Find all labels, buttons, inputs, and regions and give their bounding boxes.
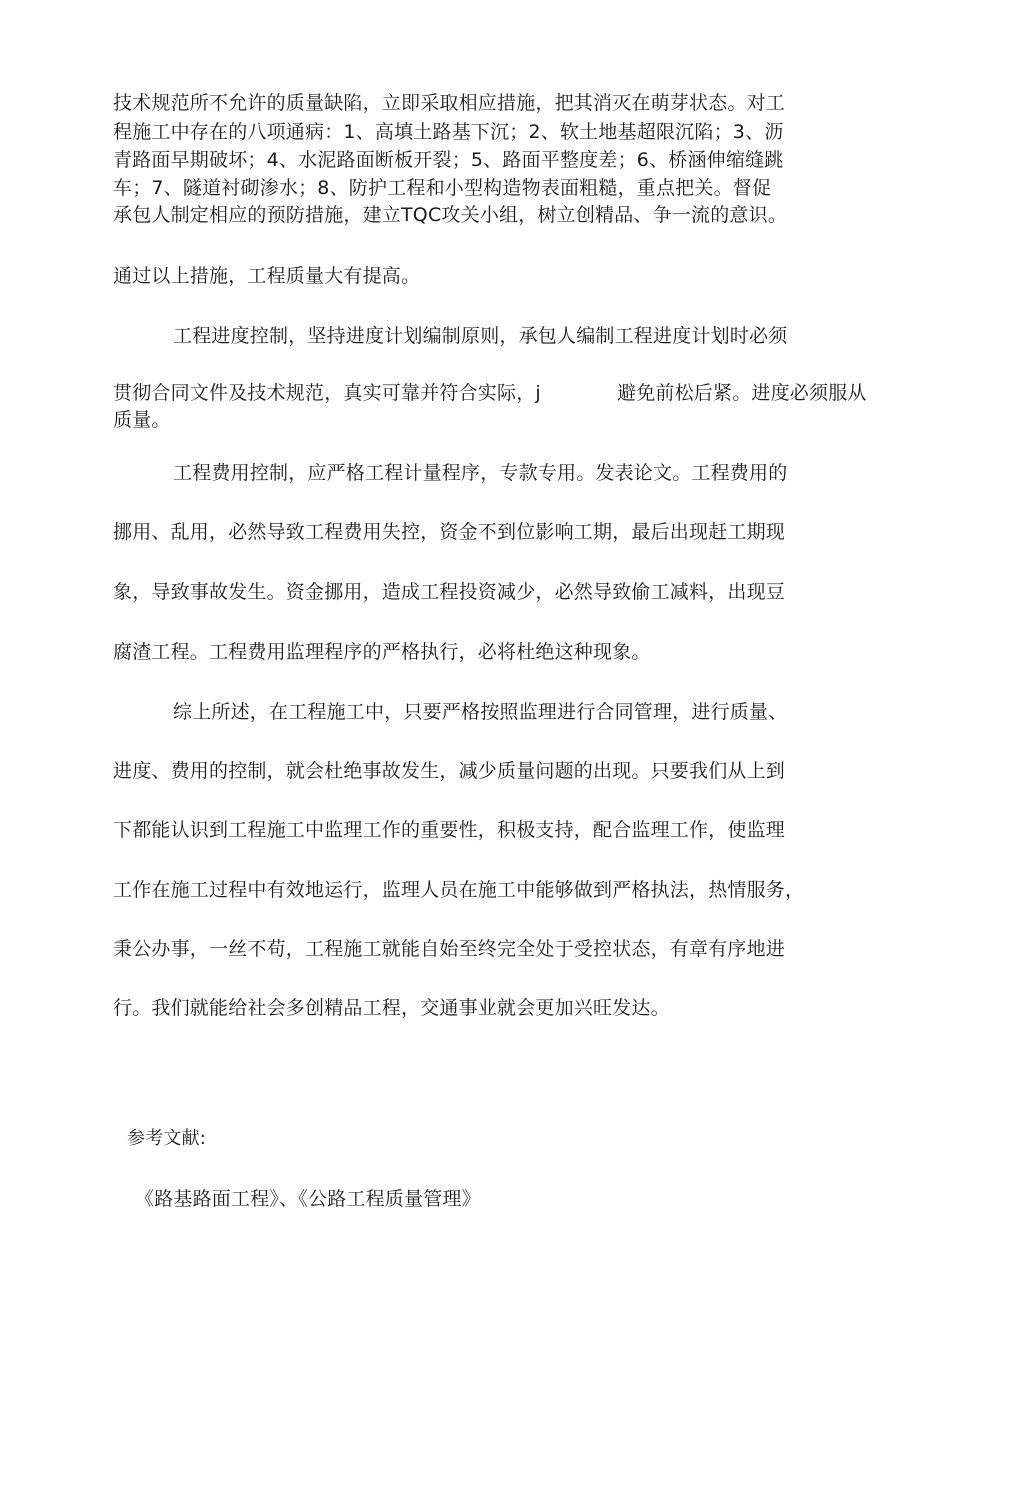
paragraph-4-line-1: 工程费用控制，应严格工程计量程序，专款专用。发表论文。工程费用的 <box>173 462 788 484</box>
paragraph-4-line-3: 象，导致事故发生。资金挪用，造成工程投资减少，必然导致偷工减料，出现豆 <box>113 581 786 603</box>
paragraph-5-line-1: 综上所述，在工程施工中，只要严格按照监理进行合同管理，进行质量、 <box>173 701 788 723</box>
paragraph-3-line-2-right: 避免前松后紧。进度必须服从 <box>617 382 867 404</box>
paragraph-1-line-4: 车；7、隧道衬砌渗水；8、防护工程和小型构造物表面粗糙，重点把关。督促 <box>113 177 772 199</box>
paragraph-1-line-1: 技术规范所不允许的质量缺陷，立即采取相应措施，把其消灭在萌芽状态。对工 <box>113 92 786 114</box>
paragraph-3-line-3: 质量。 <box>113 409 171 431</box>
paragraph-4-line-2: 挪用、乱用，必然导致工程费用失控，资金不到位影响工期，最后出现赶工期现 <box>113 521 786 543</box>
paragraph-5-line-6: 行。我们就能给社会多创精品工程，交通事业就会更加兴旺发达。 <box>113 997 670 1019</box>
paragraph-3-line-1: 工程进度控制，坚持进度计划编制原则，承包人编制工程进度计划时必须 <box>173 325 788 347</box>
paragraph-4-line-4: 腐渣工程。工程费用监理程序的严格执行，必将杜绝这种现象。 <box>113 641 651 663</box>
references-heading: 参考文献: <box>127 1128 207 1149</box>
paragraph-5-line-2: 进度、费用的控制，就会杜绝事故发生，减少质量问题的出现。只要我们从上到 <box>113 760 786 782</box>
paragraph-5-line-3: 下都能认识到工程施工中监理工作的重要性，积极支持，配合监理工作，使监理 <box>113 819 786 841</box>
paragraph-3-line-2-left: 贯彻合同文件及技术规范，真实可靠并符合实际，j <box>113 382 541 404</box>
paragraph-5-line-5: 秉公办事，一丝不苟，工程施工就能自始至终完全处于受控状态，有章有序地进 <box>113 938 786 960</box>
paragraph-1-line-5: 承包人制定相应的预防措施，建立TQC攻关小组，树立创精品、争一流的意识。 <box>113 204 788 226</box>
paragraph-1-line-2: 程施工中存在的八项通病：1、高填土路基下沉；2、软土地基超限沉陷；3、沥 <box>113 121 784 143</box>
paragraph-1-line-3: 青路面早期破坏；4、水泥路面断板开裂；5、路面平整度差；6、桥涵伸缩缝跳 <box>113 149 784 171</box>
reference-item: 《路基路面工程》、《公路工程质量管理》 <box>135 1188 481 1210</box>
paragraph-5-line-4: 工作在施工过程中有效地运行，监理人员在施工中能够做到严格执法，热情服务， <box>113 879 805 901</box>
paragraph-2-line-1: 通过以上措施，工程质量大有提高。 <box>113 265 421 287</box>
